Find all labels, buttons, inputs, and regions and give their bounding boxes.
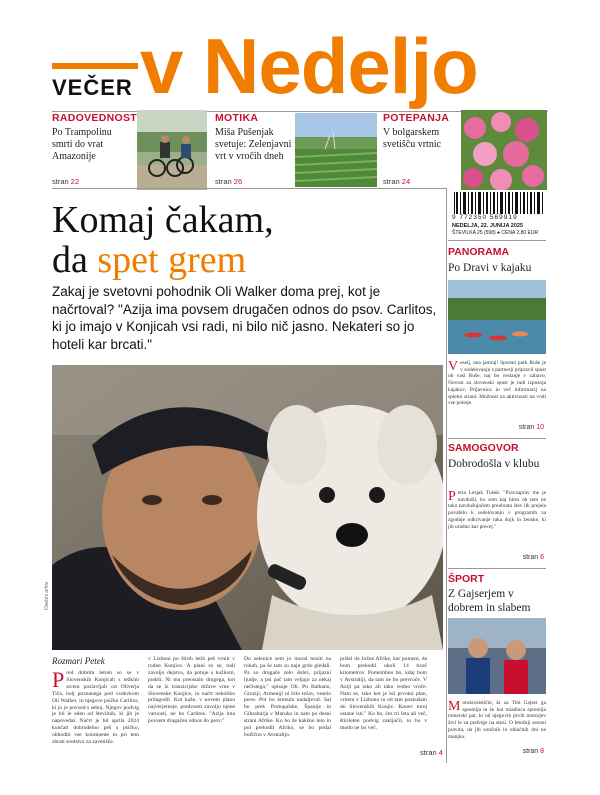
dropcap: P xyxy=(52,667,65,692)
sidebar-page-sport: stran 8 xyxy=(522,748,544,755)
teaser-section: RADOVEDNOST xyxy=(52,112,137,124)
teaser-section: POTEPANJA xyxy=(383,112,450,124)
main-photo-man-with-dog xyxy=(52,365,443,650)
teaser-text: V bolgarskem svetišču vrtnic xyxy=(383,127,442,150)
issue-date: NEDELJA, 22. JUNIJA 2025 xyxy=(452,223,524,229)
issue-info: ŠTEVILKA 25 (598) ● CENA 2,80 EUR xyxy=(452,230,539,236)
body-column-4: prišel do Južne Afrike, kar pomeni, da bom prehodil okoli 14 tisoč kilometrov. Pomembno bo, kdaj bom v Avstraliji, da tam ne bo prevroče. V Aziji pa tako ali tako vedno vroče. Nato se, tako kot je bil prvotni plan, vrnem v Lizbono in od tam poskušam do Slovenskih Konjic. Konec torej ostane isti." Ko bo, čez tri leta ali več, štirileten podvig zaključil, to bo v modo ne bo več. xyxy=(340,656,427,732)
teaser-motika[interactable] xyxy=(215,112,293,190)
teaser-potepanja[interactable] xyxy=(383,112,461,190)
teaser-page: stran 26 xyxy=(215,177,243,186)
sidebar-photo-kayak xyxy=(448,280,546,354)
sidebar-text-sport: Motokrosistični, ki za Tim Gajser ga spremlja in že kot mladinca spremlja trenerski par, ki od njegovih prvih motorjev živi le za podvige na stezi. O letošnji sezoni pravita, da jih sončnih in oblačnih dni ne manjka. xyxy=(448,699,546,740)
photo-credit: Osebni arhiv xyxy=(44,581,50,610)
body-column-1: Pred dobrim letom so se v Slovenskih Konjicah s težkim srcem poslavljali od Oliverja Tiča, bolj poznanega pod vzdevkom Oli Walker, in njegove psičke Carlitos, ki jo je povsod s seboj. Njegov podvig je bil le eden od številnih, ki jih je napovedal. Načrt je bil aprila 2024 končati dobrodelno peš s psičko, obhoditi vse kontinente in pri tem zbrati sredstva za zavetišče. xyxy=(52,667,139,746)
body-column-3: Do zelenice sem jo moral nositi na rokah, pa še tam so naju grdo gledali. Pa so drugače zelo dobri, prijazni ljudje, a psi pač tam veljajo za nekaj nečistega," opisuje Oli. Po Balkanu, Gruziji, Armeniji ni bilo težav, veselo pove. Pot bo krenula nadaljeval. Sal bo prek Portugalske, Španije in Gibraltarja v Maroko in nato po desni strani Afrike. Ko bo že kakšno leto in pol prehodil Afriko, se bo podal božično v Avstralijo. xyxy=(244,656,331,738)
teaser-text: Miša Pušenjak svetuje: Zelenjavni vrt v vročih dneh xyxy=(215,127,292,162)
sidebar-section-sport: ŠPORT xyxy=(448,573,485,585)
sidebar-photo-riders xyxy=(448,618,546,694)
sidebar-page-panorama: stran 10 xyxy=(518,424,544,431)
sidebar-section-samogovor: SAMOGOVOR xyxy=(448,442,519,454)
teaser-page: stran 24 xyxy=(383,177,411,186)
sidebar-text-samogovor: Petra Lesjak Tušek: "Pravzaprav me je navdušil, ko sem kaj hitro ob tem ne tako navdušujočem preobratu štev ilk prejela povabilo k sodelovanju v programih za zgodnje odkrivanje raka dojk in ženske, ki jih uradno kar precej." xyxy=(448,489,546,530)
article-page-ref: stran 4 xyxy=(420,748,443,757)
sidebar-text-panorama: Veselj, nea jamraj! Sportni park Ruše je v sodelovanju s partnerji pripravil spust ob vasi Ruše, naj bo veslanje v zabavo. Novost za slovenski spust je tudi izposoja kajakov. Prijavnica in več informacij na spletni strani. Možnost za aktivnosti na vodi vse poletje. xyxy=(448,359,546,407)
sidebar-section-panorama: PANORAMA xyxy=(448,246,510,258)
sidebar-page-samogovor: stran 6 xyxy=(522,554,544,561)
teaser-bottom-rule xyxy=(52,188,447,189)
teaser-page: stran 22 xyxy=(52,177,80,186)
headline-line1: Komaj čakam, xyxy=(52,199,274,241)
body-column-2: v Lizboni po štirih letih peš vrniti v rodne Konjice. A plani so se, tudi zavoljo dejstva, da potuje s kužkom, podrli. Ni mu preostalo drugega, kot da se iz tranzicijske države vrne v Slovenske Konjice, in načrt nekoliko prilagodil. Kot kaže, v novem planu najverjetneje, predvsem zavoljo njene varnosti, ne bo Carlitos. "Azija ima povsem drugačen odnos do psov." xyxy=(148,656,235,725)
masthead-brand: VEČER xyxy=(52,75,133,100)
teaser-radovednost[interactable] xyxy=(52,112,137,190)
byline: Rozmari Petek xyxy=(52,656,105,666)
teaser-photo-garden xyxy=(295,113,377,187)
headline xyxy=(52,200,442,280)
teaser-section: MOTIKA xyxy=(215,112,259,124)
sidebar-title-samogovor[interactable]: Dobrodošla v klubu xyxy=(448,458,540,470)
sidebar-title-panorama[interactable]: Po Dravi v kajaku xyxy=(448,262,532,274)
article-deck: Zakaj je svetovni pohodnik Oli Walker doma prej, kot je načrtoval? "Azija ima povsem drugačen odnos do psov. Carlitos, ki jo imajo v Konjicah vsi radi, ni bilo nič jasno. Nekateri so jo hoteli kar brcati." xyxy=(52,284,437,352)
sidebar-rule xyxy=(448,568,546,569)
sidebar-title-sport[interactable]: Z Gajserjem v dobrem in slabem xyxy=(448,588,531,614)
teaser-photo-cyclists xyxy=(137,110,207,190)
headline-accent: spet grem xyxy=(97,239,247,281)
headline-line2: da spet grem xyxy=(52,239,247,281)
barcode-number: 9 772350 569919 xyxy=(452,214,518,221)
teaser-photo-roses xyxy=(461,110,547,190)
masthead-title: v Nedeljo xyxy=(140,22,478,110)
sidebar-divider xyxy=(446,188,447,763)
sidebar xyxy=(448,188,546,788)
teaser-text: Po Trampolinu smrti do vrat Amazonije xyxy=(52,127,112,162)
masthead-orange-bar xyxy=(52,63,138,69)
sidebar-rule xyxy=(448,240,546,241)
sidebar-rule xyxy=(448,438,546,439)
